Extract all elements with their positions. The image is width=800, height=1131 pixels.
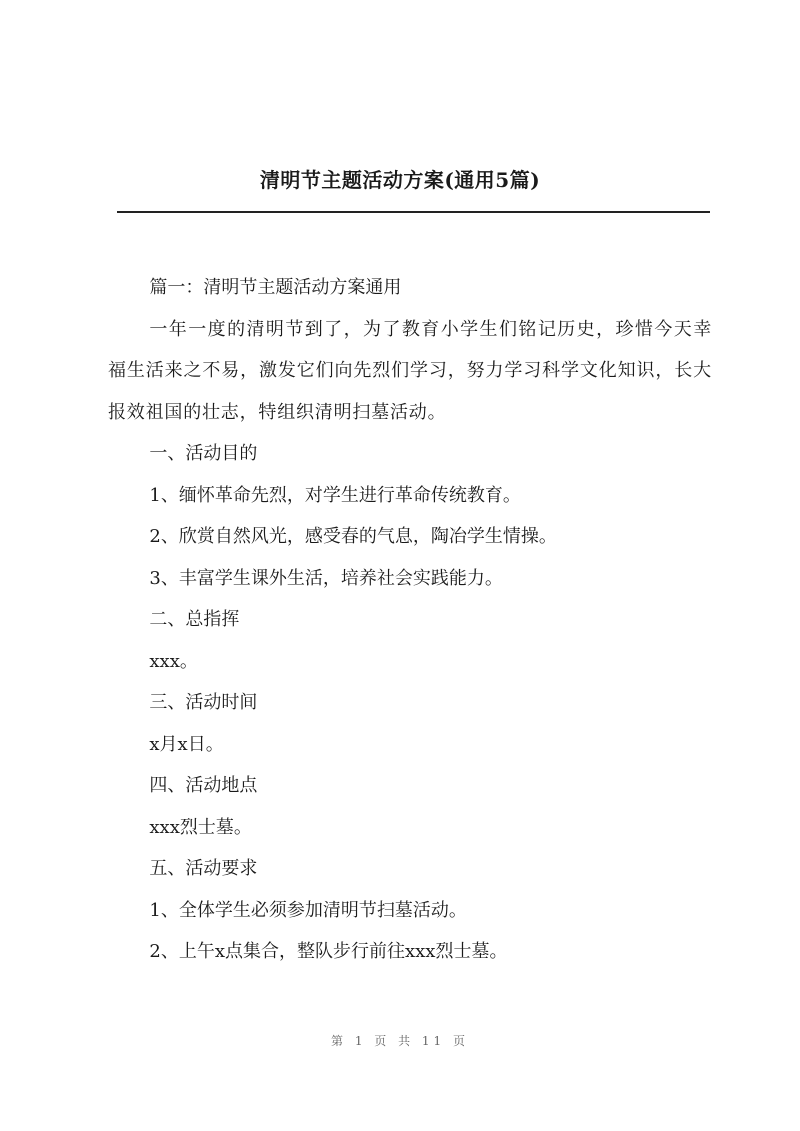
section-heading-part-one: 篇一：清明节主题活动方案通用 <box>149 277 402 298</box>
document-body <box>108 267 712 973</box>
heading-activity-time: 三、活动时间 <box>149 692 258 713</box>
page-number-footer: 第 1 页 共 11 页 <box>331 1034 469 1048</box>
heading-activity-requirements: 五、活动要求 <box>149 858 258 879</box>
purpose-item-1: 1、缅怀革命先烈，对学生进行革命传统教育。 <box>149 484 521 506</box>
document-title: 清明节主题活动方案(通用5篇) <box>259 168 541 192</box>
heading-commander: 二、总指挥 <box>149 609 240 630</box>
purpose-item-2: 2、欣赏自然风光，感受春的气息，陶冶学生情操。 <box>149 526 557 547</box>
activity-location-value: xxx烈士墓。 <box>149 816 252 838</box>
commander-value: xxx。 <box>149 650 198 672</box>
intro-paragraph: 一年一度的清明节到了，为了教育小学生们铭记历史，珍惜今天幸福生活来之不易，激发它们向先烈们学习，努力学习科学文化知识，长大报效祖国的壮志，特组织清明扫墓活动。 <box>108 318 712 423</box>
heading-activity-location: 四、活动地点 <box>149 775 258 796</box>
purpose-item-3: 3、丰富学生课外生活，培养社会实践能力。 <box>149 567 503 589</box>
activity-time-value: x月x日。 <box>149 733 224 755</box>
title-divider <box>117 211 710 213</box>
requirement-item-1: 1、全体学生必须参加清明节扫墓活动。 <box>149 899 467 921</box>
heading-activity-purpose: 一、活动目的 <box>149 443 258 464</box>
requirement-item-2: 2、上午x点集合，整队步行前往xxx烈士墓。 <box>149 941 508 962</box>
